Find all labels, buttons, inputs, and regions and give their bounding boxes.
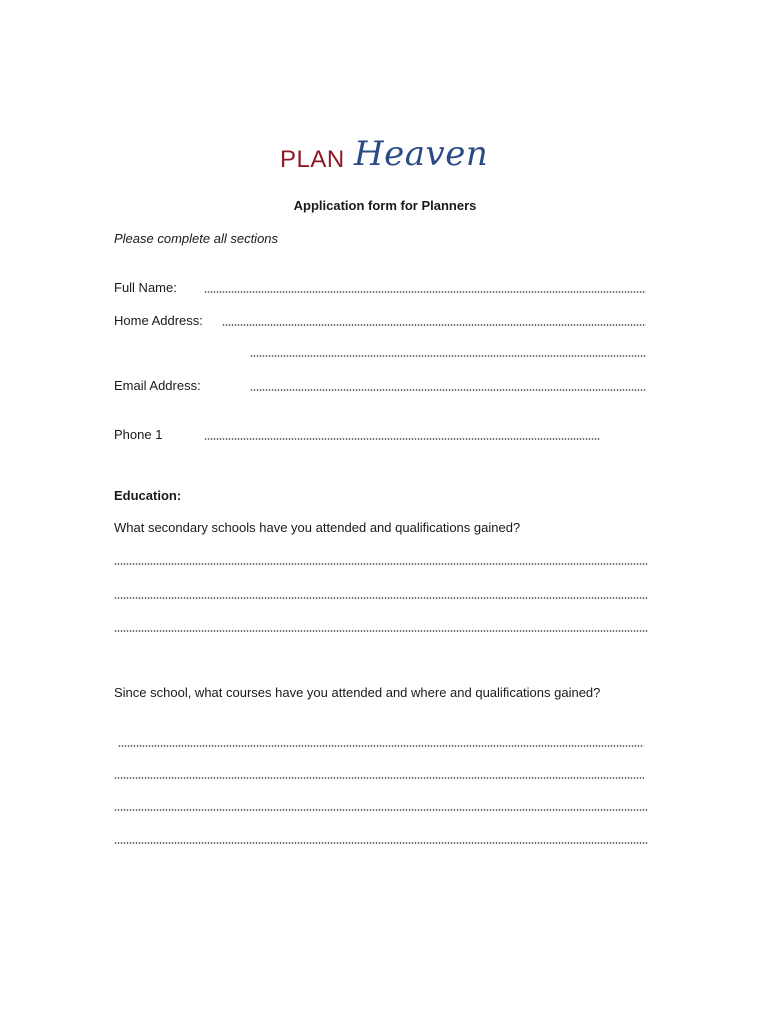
email-address-field[interactable] xyxy=(250,389,646,391)
full-name-field[interactable] xyxy=(204,291,646,293)
logo-plan-text: PLAN xyxy=(280,146,345,173)
full-name-label: Full Name: xyxy=(114,280,177,295)
logo-heaven-text: Heaven xyxy=(354,134,489,174)
form-instruction: Please complete all sections xyxy=(114,231,279,246)
courses-answer-line1[interactable] xyxy=(118,745,644,747)
plan-heaven-logo xyxy=(276,134,506,184)
secondary-schools-answer-line2[interactable] xyxy=(114,597,648,599)
home-address-label: Home Address: xyxy=(114,313,203,328)
phone-field[interactable] xyxy=(204,438,600,440)
home-address-field-line2[interactable] xyxy=(250,355,646,357)
secondary-schools-question: What secondary schools have you attended and qualifications gained? xyxy=(114,520,521,535)
education-heading: Education: xyxy=(114,488,182,503)
courses-answer-line2[interactable] xyxy=(114,777,644,779)
form-title: Application form for Planners xyxy=(293,198,477,213)
courses-answer-line4[interactable] xyxy=(114,842,648,844)
secondary-schools-answer-line3[interactable] xyxy=(114,630,648,632)
phone-label: Phone 1 xyxy=(114,427,163,442)
email-address-label: Email Address: xyxy=(114,378,201,393)
courses-question: Since school, what courses have you attended and where and qualifications gained? xyxy=(114,685,601,700)
courses-answer-line3[interactable] xyxy=(114,809,648,811)
secondary-schools-answer-line1[interactable] xyxy=(114,563,648,565)
home-address-field-line1[interactable] xyxy=(222,324,646,326)
